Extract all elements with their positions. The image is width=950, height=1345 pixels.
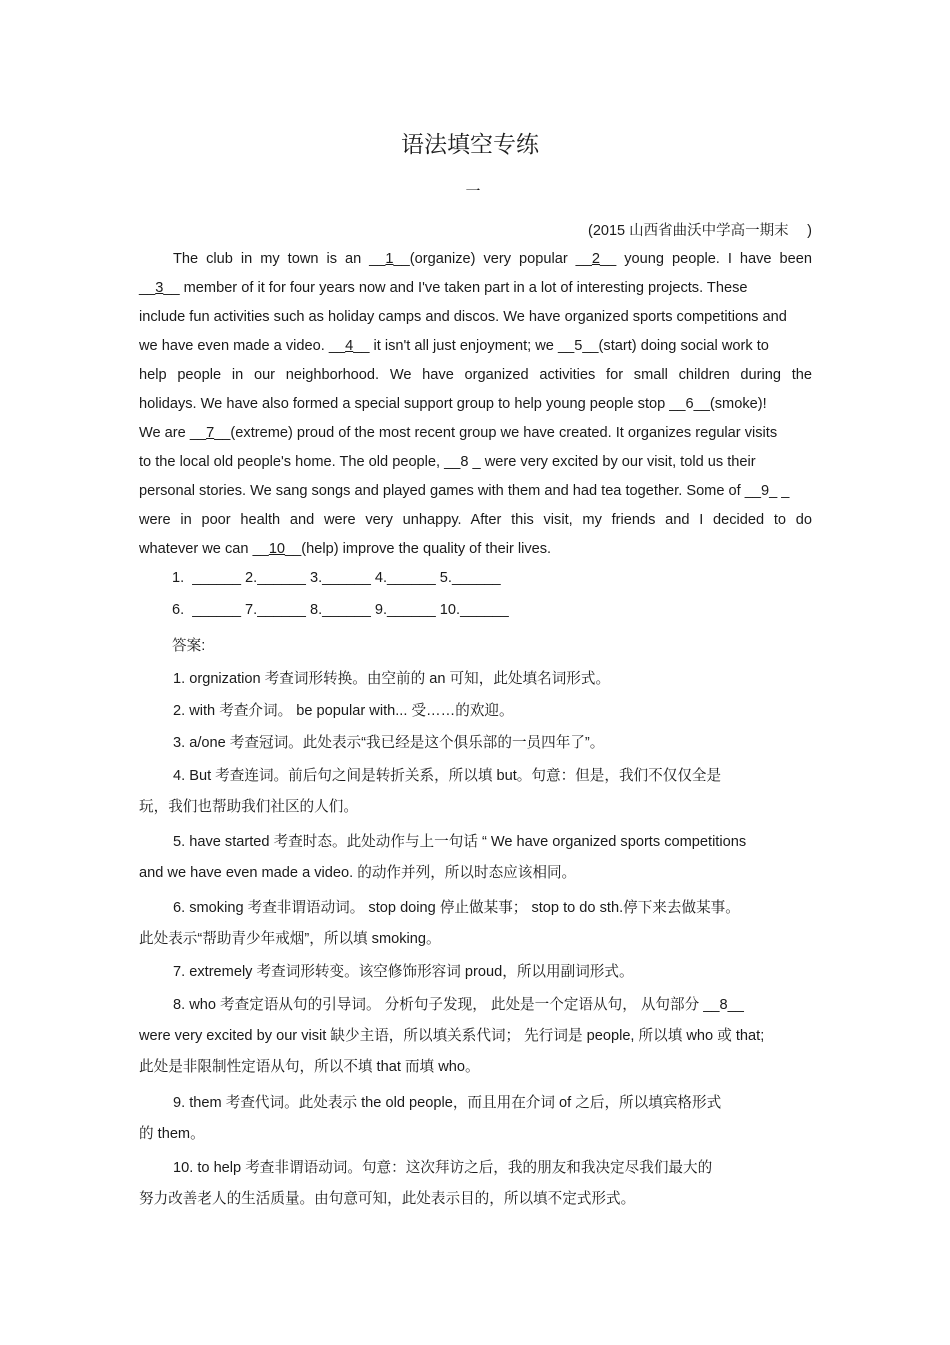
answer-item: 5. have started 考查时态。此处动作与上一句话 “ We have organized sports competitions and we have even made a video. 的动作并列，所以时态应该相同。 [139, 834, 747, 881]
passage-line: we have even made a video. __4__ it isn't all just enjoyment; we __5__(start) doing social work to [139, 338, 769, 354]
passage-line: help people in our neighborhood. We have organized activities for small children during the [139, 367, 812, 383]
blank-line-1: 1. ______ 2.______ 3.______ 4.______ 5.______ [172, 570, 501, 586]
passage-line: include fun activities such as holiday camps and discos. We have organized sports competitions and [139, 309, 787, 325]
answer-item: 9. them 考查代词。此处表示 the old people，而且用在介词 of 之后，所以填宾格形式 的 them。 [139, 1095, 722, 1142]
source-note: (2015 山西省曲沃中学高一期末 ) [588, 223, 812, 239]
answer-item: 6. smoking 考查非谓语动词。 stop doing 停止做某事； stop to do sth.停下来去做某事。 此处表示“帮助青少年戒烟”，所以填 smoking。 [139, 900, 740, 947]
passage-line: to the local old people's home. The old people, __8 _ were very excited by our visit, told us their [139, 454, 756, 470]
answer-label: 答案: [172, 638, 206, 654]
section-number: 一 [465, 183, 481, 200]
answer-item: 10. to help 考查非谓语动词。句意：这次拜访之后，我的朋友和我决定尽我们最大的 努力改善老人的生活质量。由句意可知，此处表示目的，所以填不定式形式。 [139, 1160, 713, 1207]
passage-line: were in poor health and were very unhappy. After this visit, my friends and I decided to do [139, 512, 812, 528]
passage-line: __3__ member of it for four years now and I've taken part in a lot of interesting projects. These [139, 280, 748, 296]
answer-item: 2. with 考查介词。 be popular with... 受……的欢迎。 [173, 703, 514, 719]
passage-line: whatever we can __10__(help) improve the quality of their lives. [139, 541, 552, 557]
passage-line: We are __7__(extreme) proud of the most recent group we have created. It organizes regular visits [139, 425, 778, 441]
passage-line: The club in my town is an __1__(organize) very popular __2__ young people. I have been [173, 251, 812, 267]
blank-line-2: 6. ______ 7.______ 8.______ 9.______ 10.______ [172, 602, 509, 618]
answer-item: 1. orgnization 考查词形转换。由空前的 an 可知，此处填名词形式。 [173, 671, 611, 687]
passage-line: personal stories. We sang songs and played games with them and had tea together. Some of __9_ _ [139, 483, 790, 499]
answer-item: 8. who 考查定语从句的引导词。 分析句子发现， 此处是一个定语从句， 从句部分 __8__ were very excited by our visit 缺少主语，所以填关系代词； 先行词是 people, 所以填 who 或 that; 此处是非限制性定语从句，所以不填 that 而填 who。 [139, 997, 765, 1075]
answer-item: 7. extremely 考查词形转变。该空修饰形容词 proud，所以用副词形式。 [173, 964, 634, 980]
page-title: 语法填空专练 [401, 132, 539, 158]
answer-item: 4. But 考查连词。前后句之间是转折关系，所以填 but。句意：但是，我们不仅仅全是 玩，我们也帮助我们社区的人们。 [139, 768, 722, 815]
passage-line: holidays. We have also formed a special support group to help young people stop __6__(smoke)! [139, 396, 767, 412]
answer-item: 3. a/one 考查冠词。此处表示“我已经是这个俱乐部的一员四年了”。 [173, 735, 605, 751]
passage [139, 248, 812, 567]
